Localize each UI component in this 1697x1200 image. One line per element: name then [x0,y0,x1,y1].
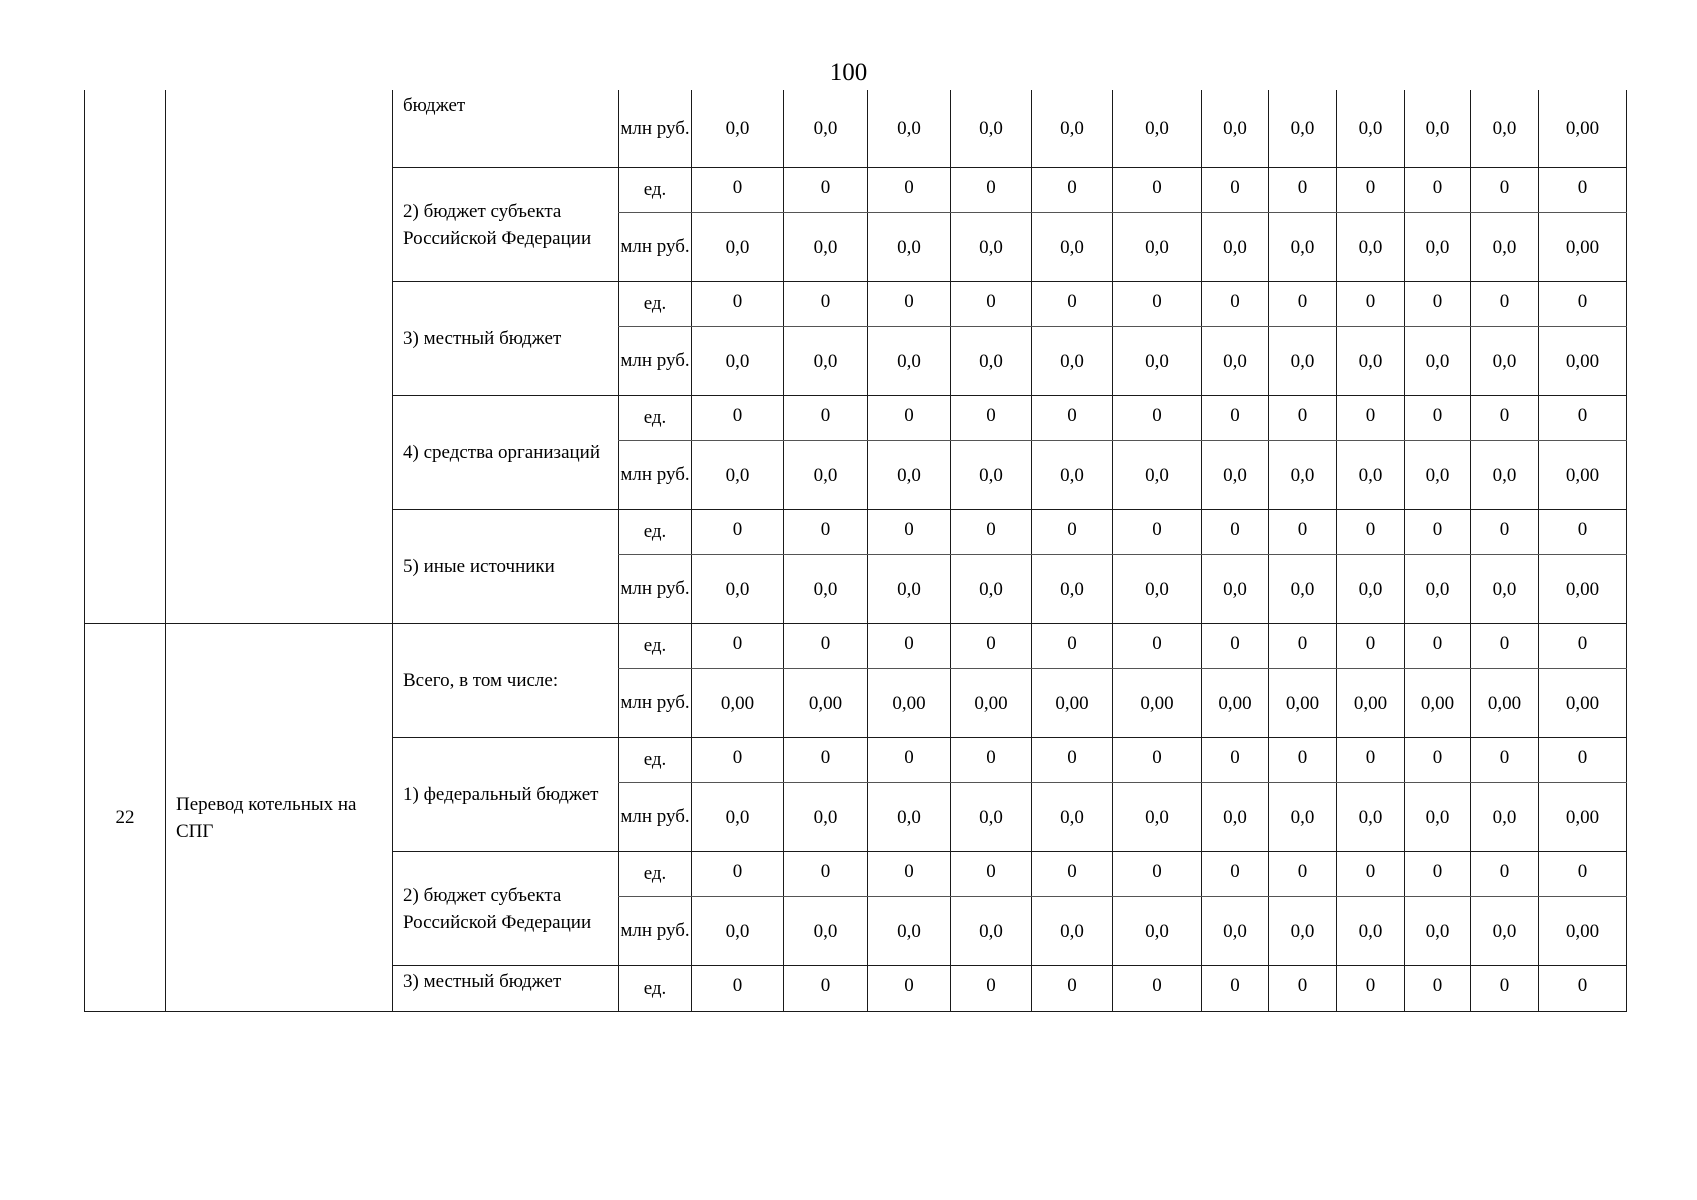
source-label: 3) местный бюджет [393,966,619,1012]
value-cell: 0,0 [1405,327,1471,396]
value-cell: 0 [1337,624,1405,669]
value-cell: 0 [1471,966,1539,1012]
unit-cell: ед. [619,396,692,441]
value-cell: 0 [1471,852,1539,897]
value-cell: 0 [1269,282,1337,327]
value-cell: 0 [1202,852,1269,897]
unit-cell: млн руб. [619,669,692,738]
source-label: 2) бюджет субъекта Российской Федерации [393,852,619,966]
value-cell: 0 [1032,396,1113,441]
source-label: 1) федеральный бюджет [393,738,619,852]
value-cell: 0 [951,852,1032,897]
unit-cell: млн руб. [619,213,692,282]
value-cell: 0 [868,966,951,1012]
value-cell: 0,0 [1337,783,1405,852]
value-cell: 0,0 [1471,555,1539,624]
value-cell: 0 [784,852,868,897]
value-cell: 0,0 [1405,90,1471,168]
source-label: Всего, в том числе: [393,624,619,738]
value-cell: 0,00 [1539,213,1627,282]
value-cell: 0,0 [1113,897,1202,966]
value-cell: 0,0 [1405,555,1471,624]
value-cell: 0 [1539,966,1627,1012]
value-cell: 0,0 [1337,213,1405,282]
value-cell: 0,00 [1113,669,1202,738]
value-cell: 0,00 [868,669,951,738]
value-cell: 0,0 [784,327,868,396]
value-cell: 0 [1113,396,1202,441]
value-cell: 0 [1032,168,1113,213]
value-cell: 0,0 [1032,783,1113,852]
value-cell: 0 [784,282,868,327]
value-cell: 0,00 [1337,669,1405,738]
value-cell: 0,0 [868,783,951,852]
value-cell: 0 [951,966,1032,1012]
value-cell: 0,0 [1113,90,1202,168]
value-cell: 0,00 [1202,669,1269,738]
value-cell: 0 [1405,168,1471,213]
value-cell: 0 [1032,282,1113,327]
value-cell: 0 [1202,396,1269,441]
value-cell: 0 [692,738,784,783]
value-cell: 0 [1337,168,1405,213]
value-cell: 0 [784,168,868,213]
value-cell: 0 [1405,624,1471,669]
value-cell: 0 [784,624,868,669]
value-cell: 0,00 [951,669,1032,738]
value-cell: 0 [1032,966,1113,1012]
value-cell: 0 [1202,738,1269,783]
value-cell: 0,0 [1471,897,1539,966]
value-cell: 0,0 [784,783,868,852]
value-cell: 0,0 [1269,441,1337,510]
source-label: 4) средства организаций [393,396,619,510]
value-cell: 0,0 [951,213,1032,282]
value-cell: 0 [1269,624,1337,669]
unit-cell: ед. [619,282,692,327]
value-cell: 0,0 [1032,555,1113,624]
value-cell: 0 [1269,966,1337,1012]
source-label: 3) местный бюджет [393,282,619,396]
value-cell: 0 [1113,852,1202,897]
value-cell: 0,0 [1337,90,1405,168]
value-cell: 0 [1471,282,1539,327]
value-cell: 0 [1032,624,1113,669]
value-cell: 0,0 [784,555,868,624]
value-cell: 0,0 [951,555,1032,624]
value-cell: 0,0 [868,555,951,624]
value-cell: 0,0 [1032,213,1113,282]
value-cell: 0 [1032,852,1113,897]
value-cell: 0,0 [1269,327,1337,396]
value-cell: 0 [1269,852,1337,897]
value-cell: 0,0 [1471,327,1539,396]
value-cell: 0,0 [868,213,951,282]
value-cell: 0,0 [784,213,868,282]
item-number-cell [85,90,166,624]
value-cell: 0,0 [1471,783,1539,852]
value-cell: 0 [1405,282,1471,327]
value-cell: 0 [1405,966,1471,1012]
value-cell: 0 [1539,624,1627,669]
value-cell: 0,00 [1471,669,1539,738]
value-cell: 0,0 [692,555,784,624]
item-name-cell: Перевод котельных на СПГ [166,624,393,1012]
value-cell: 0 [1202,966,1269,1012]
value-cell: 0 [951,168,1032,213]
value-cell: 0 [1337,396,1405,441]
value-cell: 0,00 [1539,897,1627,966]
value-cell: 0,00 [1539,90,1627,168]
value-cell: 0,0 [1405,783,1471,852]
budget-table [84,90,1627,1012]
value-cell: 0,0 [1202,327,1269,396]
value-cell: 0,0 [784,90,868,168]
value-cell: 0,00 [692,669,784,738]
value-cell: 0 [784,738,868,783]
value-cell: 0,0 [1269,897,1337,966]
unit-cell: млн руб. [619,897,692,966]
value-cell: 0,0 [692,90,784,168]
value-cell: 0 [1539,852,1627,897]
value-cell: 0 [1269,738,1337,783]
value-cell: 0,0 [1202,441,1269,510]
value-cell: 0 [1405,510,1471,555]
value-cell: 0,0 [951,441,1032,510]
value-cell: 0,0 [1202,90,1269,168]
value-cell: 0 [1202,510,1269,555]
value-cell: 0,0 [1269,213,1337,282]
source-label: бюджет [393,90,619,168]
value-cell: 0 [1113,738,1202,783]
value-cell: 0,00 [1539,441,1627,510]
value-cell: 0,0 [1405,441,1471,510]
value-cell: 0,0 [1032,327,1113,396]
value-cell: 0 [692,624,784,669]
value-cell: 0,0 [868,327,951,396]
unit-cell: млн руб. [619,783,692,852]
value-cell: 0,0 [1337,327,1405,396]
value-cell: 0 [951,282,1032,327]
value-cell: 0 [1032,738,1113,783]
value-cell: 0 [1202,624,1269,669]
value-cell: 0,00 [1539,669,1627,738]
table-row [85,90,1627,168]
value-cell: 0,0 [951,897,1032,966]
unit-cell: ед. [619,966,692,1012]
item-number-cell: 22 [85,624,166,1012]
value-cell: 0 [868,852,951,897]
value-cell: 0 [1032,510,1113,555]
value-cell: 0 [1539,510,1627,555]
value-cell: 0,0 [1032,441,1113,510]
value-cell: 0,0 [951,90,1032,168]
unit-cell: млн руб. [619,90,692,168]
value-cell: 0,0 [692,213,784,282]
value-cell: 0,0 [1471,90,1539,168]
value-cell: 0 [1337,510,1405,555]
value-cell: 0 [1202,282,1269,327]
value-cell: 0,0 [1032,90,1113,168]
value-cell: 0 [1471,168,1539,213]
value-cell: 0,0 [1337,441,1405,510]
value-cell: 0,0 [1113,783,1202,852]
value-cell: 0 [692,966,784,1012]
value-cell: 0 [784,966,868,1012]
value-cell: 0,0 [1337,897,1405,966]
value-cell: 0,00 [1269,669,1337,738]
value-cell: 0 [1269,396,1337,441]
value-cell: 0 [1539,282,1627,327]
value-cell: 0 [692,396,784,441]
value-cell: 0,00 [1032,669,1113,738]
value-cell: 0,0 [692,327,784,396]
value-cell: 0 [784,510,868,555]
value-cell: 0,0 [692,783,784,852]
value-cell: 0 [1405,738,1471,783]
value-cell: 0 [1113,282,1202,327]
value-cell: 0,0 [1202,555,1269,624]
value-cell: 0 [1113,510,1202,555]
value-cell: 0,0 [1113,441,1202,510]
value-cell: 0,00 [1539,783,1627,852]
value-cell: 0,0 [692,441,784,510]
value-cell: 0 [1113,168,1202,213]
table-row [85,624,1627,669]
unit-cell: ед. [619,852,692,897]
unit-cell: млн руб. [619,555,692,624]
value-cell: 0,0 [1471,213,1539,282]
value-cell: 0,0 [1337,555,1405,624]
value-cell: 0 [868,396,951,441]
value-cell: 0,0 [951,327,1032,396]
value-cell: 0,0 [951,783,1032,852]
value-cell: 0 [1269,168,1337,213]
value-cell: 0,0 [1269,783,1337,852]
value-cell: 0 [1405,852,1471,897]
value-cell: 0 [1471,738,1539,783]
value-cell: 0 [692,168,784,213]
value-cell: 0,0 [1113,555,1202,624]
value-cell: 0 [868,624,951,669]
value-cell: 0 [1539,396,1627,441]
value-cell: 0,0 [1471,441,1539,510]
value-cell: 0 [692,282,784,327]
value-cell: 0 [1337,738,1405,783]
value-cell: 0,0 [1405,213,1471,282]
value-cell: 0,0 [1202,213,1269,282]
value-cell: 0 [1539,738,1627,783]
unit-cell: ед. [619,510,692,555]
page-number: 100 [829,59,868,86]
value-cell: 0 [1471,396,1539,441]
value-cell: 0,0 [1202,897,1269,966]
value-cell: 0,0 [1113,327,1202,396]
value-cell: 0 [868,168,951,213]
value-cell: 0,0 [1269,555,1337,624]
value-cell: 0,0 [1269,90,1337,168]
value-cell: 0,0 [784,441,868,510]
value-cell: 0 [1337,282,1405,327]
value-cell: 0 [1471,624,1539,669]
value-cell: 0 [1405,396,1471,441]
value-cell: 0,00 [1539,555,1627,624]
value-cell: 0 [692,510,784,555]
value-cell: 0,0 [1202,783,1269,852]
value-cell: 0,0 [1032,897,1113,966]
value-cell: 0 [868,282,951,327]
value-cell: 0 [1471,510,1539,555]
item-name-cell [166,90,393,624]
value-cell: 0 [1337,966,1405,1012]
value-cell: 0,0 [868,897,951,966]
value-cell: 0 [868,510,951,555]
value-cell: 0 [692,852,784,897]
value-cell: 0 [1337,852,1405,897]
value-cell: 0 [784,396,868,441]
unit-cell: ед. [619,624,692,669]
value-cell: 0 [951,510,1032,555]
value-cell: 0 [1539,168,1627,213]
value-cell: 0,0 [784,897,868,966]
value-cell: 0 [951,624,1032,669]
unit-cell: млн руб. [619,441,692,510]
value-cell: 0,0 [1405,897,1471,966]
value-cell: 0 [1269,510,1337,555]
value-cell: 0,00 [784,669,868,738]
value-cell: 0 [1113,624,1202,669]
value-cell: 0 [1202,168,1269,213]
value-cell: 0,0 [868,90,951,168]
value-cell: 0,0 [692,897,784,966]
unit-cell: ед. [619,738,692,783]
value-cell: 0 [1113,966,1202,1012]
value-cell: 0 [868,738,951,783]
source-label: 5) иные источники [393,510,619,624]
unit-cell: млн руб. [619,327,692,396]
value-cell: 0,00 [1405,669,1471,738]
value-cell: 0,00 [1539,327,1627,396]
unit-cell: ед. [619,168,692,213]
value-cell: 0,0 [868,441,951,510]
value-cell: 0 [951,396,1032,441]
value-cell: 0 [951,738,1032,783]
source-label: 2) бюджет субъекта Российской Федерации [393,168,619,282]
value-cell: 0,0 [1113,213,1202,282]
